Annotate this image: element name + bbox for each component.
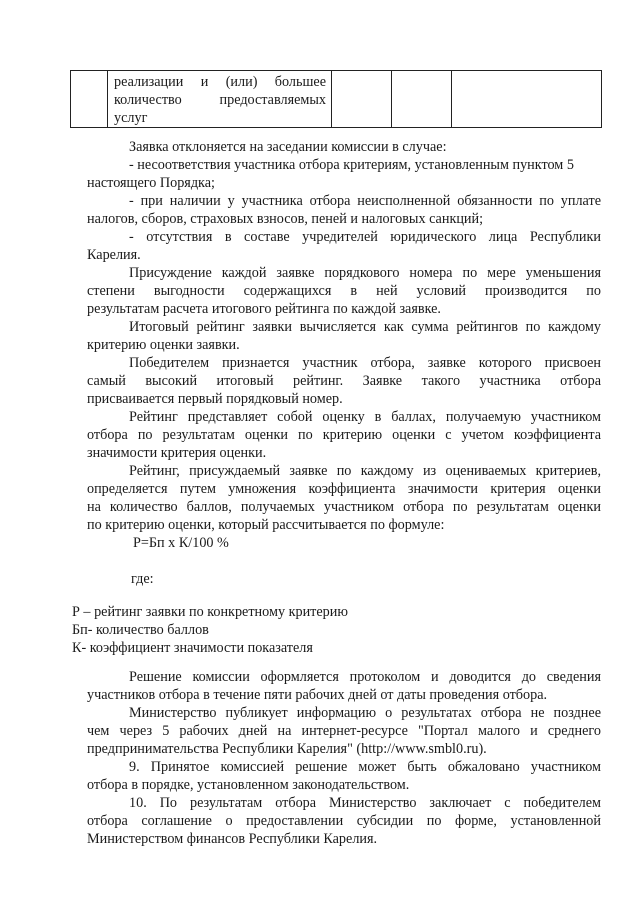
formula: Р=Бп х К/100 % — [133, 535, 229, 551]
paragraph: значимости критерия оценки. — [87, 445, 267, 461]
decision-section — [87, 668, 601, 848]
definitions — [72, 603, 472, 657]
paragraph: присваивается первый порядковый номер. — [87, 391, 343, 407]
paragraph: Рейтинг, присуждаемый заявке по каждому из оцениваемых критериев, — [129, 463, 601, 479]
paragraph: Итоговый рейтинг заявки вычисляется как сумма рейтингов по каждому — [129, 319, 601, 335]
paragraph: участников отбора в течение пяти рабочих дней от даты проведения отбора. — [87, 687, 548, 703]
table-cell — [71, 71, 108, 128]
paragraph: Решение комиссии оформляется протоколом и доводится до сведения — [129, 669, 601, 685]
paragraph: критерию оценки заявки. — [87, 337, 240, 353]
paragraph: определяется путем умножения коэффициента значимости критерия оценки — [87, 481, 601, 497]
table-cell-criterion — [108, 71, 332, 128]
paragraph: - отсутствия в составе учредителей юридического лица Республики — [129, 229, 601, 245]
table-cell — [452, 71, 602, 128]
paragraph: степени выгодности содержащихся в ней условий производится по — [87, 283, 601, 299]
rejection-section — [87, 138, 601, 534]
paragraph: Рейтинг представляет собой оценку в баллах, получаемую участником — [129, 409, 601, 425]
formula-where: где: — [131, 571, 154, 587]
paragraph: Министерством финансов Республики Карелия. — [87, 831, 378, 847]
cell-line: услуг — [114, 110, 148, 126]
paragraph: отбора по результатам оценки по критерию оценки с учетом коэффициента — [87, 427, 601, 443]
criteria-table — [70, 70, 602, 128]
paragraph: по критерию оценки, который рассчитывается по формуле: — [87, 517, 445, 533]
cell-line: реализации и (или) большее — [114, 74, 326, 90]
definition-line: Р – рейтинг заявки по конкретному критерию — [72, 604, 348, 620]
paragraph: Министерство публикует информацию о результатах отбора не позднее — [129, 705, 601, 721]
paragraph: результатам расчета итогового рейтинга по каждой заявке. — [87, 301, 441, 317]
paragraph: налогов, сборов, страховых взносов, пеней и налоговых санкций; — [87, 211, 484, 227]
paragraph: самый высокий итоговый рейтинг. Заявке такого участника отбора — [87, 373, 601, 389]
paragraph: отбора в порядке, установленном законодательством. — [87, 777, 410, 793]
paragraph: - при наличии у участника отбора неисполненной обязанности по уплате — [129, 193, 601, 209]
paragraph: на количество баллов, получаемых участником отбора по результатам оценки — [87, 499, 601, 515]
paragraph: предпринимательства Республики Карелия" (http://www.smbl0.ru). — [87, 741, 487, 757]
paragraph: настоящего Порядка; — [87, 175, 215, 191]
definition-line: К- коэффициент значимости показателя — [72, 640, 313, 656]
paragraph: чем через 5 рабочих дней на интернет-ресурсе "Портал малого и среднего — [87, 723, 601, 739]
paragraph: Карелия. — [87, 247, 141, 263]
table-row — [71, 71, 602, 128]
definition-line: Бп- количество баллов — [72, 622, 209, 638]
paragraph: - несоответствия участника отбора критериям, установленным пунктом 5 — [129, 157, 574, 173]
paragraph: 10. По результатам отбора Министерство заключает с победителем — [129, 795, 601, 811]
paragraph: отбора соглашение о предоставлении субсидии по форме, установленной — [87, 813, 601, 829]
cell-line: количество предоставляемых — [114, 92, 326, 108]
paragraph: 9. Принятое комиссией решение может быть обжаловано участником — [129, 759, 601, 775]
table-cell — [332, 71, 392, 128]
table-cell — [392, 71, 452, 128]
paragraph: Присуждение каждой заявке порядкового номера по мере уменьшения — [129, 265, 601, 281]
paragraph: Заявка отклоняется на заседании комиссии в случае: — [129, 139, 447, 155]
paragraph: Победителем признается участник отбора, заявке которого присвоен — [129, 355, 601, 371]
